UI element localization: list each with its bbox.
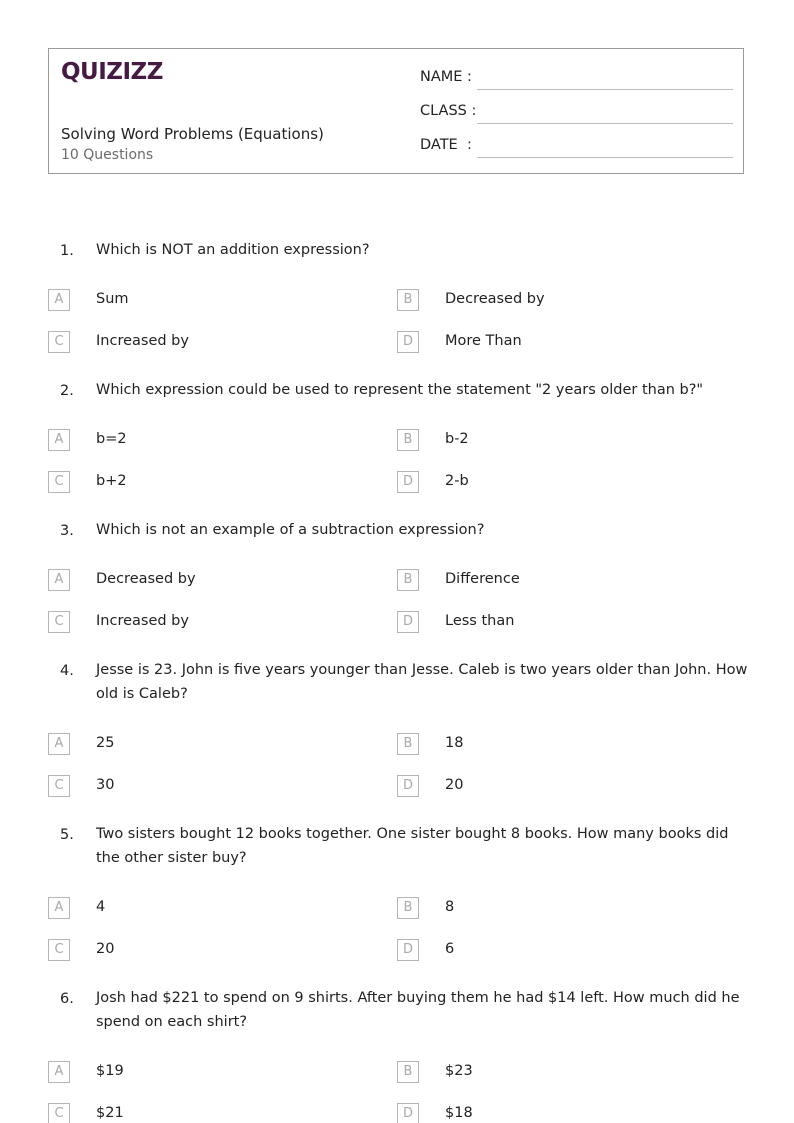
option-letter-box[interactable]: D	[397, 1103, 419, 1123]
question-text: Which is NOT an addition expression?	[96, 242, 370, 258]
question-text: Which expression could be used to represent the statement "2 years older than b?"	[96, 382, 704, 398]
worksheet-header	[48, 48, 744, 174]
question-2	[48, 383, 748, 503]
option-letter-box[interactable]: C	[48, 1103, 70, 1123]
option-letter-box[interactable]: D	[397, 775, 419, 797]
question-number: 4.	[60, 663, 74, 679]
class-label: CLASS :	[420, 103, 477, 119]
question-number: 3.	[60, 523, 74, 539]
option-text: Decreased by	[445, 291, 545, 307]
option-letter-box[interactable]: D	[397, 471, 419, 493]
option-text: 20	[96, 941, 115, 957]
option-letter-box[interactable]: A	[48, 289, 70, 311]
option-letter-box[interactable]: A	[48, 897, 70, 919]
option-letter-box[interactable]: B	[397, 429, 419, 451]
option-letter-box[interactable]: A	[48, 429, 70, 451]
option-letter-box[interactable]: C	[48, 331, 70, 353]
option-letter-box[interactable]: D	[397, 611, 419, 633]
question-count: 10 Questions	[61, 147, 154, 163]
option-letter-box[interactable]: C	[48, 471, 70, 493]
question-text: Jesse is 23. John is five years younger than Jesse. Caleb is two years older than John. How old is Caleb?	[96, 662, 748, 702]
option-text: 18	[445, 735, 464, 751]
option-letter-box[interactable]: B	[397, 289, 419, 311]
class-field[interactable]	[420, 103, 733, 125]
option-text: 25	[96, 735, 115, 751]
date-line	[477, 157, 733, 158]
option-text: b-2	[445, 431, 469, 447]
option-letter-box[interactable]: B	[397, 569, 419, 591]
option-text: More Than	[445, 333, 522, 349]
option-text: $23	[445, 1063, 473, 1079]
option-letter-box[interactable]: D	[397, 939, 419, 961]
quizizz-logo: QUIZIZZ	[61, 59, 163, 85]
option-text: $19	[96, 1063, 124, 1079]
question-number: 1.	[60, 243, 74, 259]
option-text: Sum	[96, 291, 129, 307]
option-text: 2-b	[445, 473, 469, 489]
option-letter-box[interactable]: C	[48, 611, 70, 633]
option-letter-box[interactable]: B	[397, 897, 419, 919]
option-letter-box[interactable]: C	[48, 939, 70, 961]
option-letter-box[interactable]: B	[397, 1061, 419, 1083]
option-letter-box[interactable]: A	[48, 733, 70, 755]
question-number: 5.	[60, 827, 74, 843]
option-text: Increased by	[96, 613, 189, 629]
option-letter-box[interactable]: A	[48, 1061, 70, 1083]
option-text: 20	[445, 777, 464, 793]
question-4	[48, 663, 748, 807]
question-1	[48, 243, 748, 363]
option-letter-box[interactable]: B	[397, 733, 419, 755]
date-field[interactable]	[420, 137, 733, 159]
worksheet-title: Solving Word Problems (Equations)	[61, 125, 324, 143]
option-text: $21	[96, 1105, 124, 1121]
question-text: Josh had $221 to spend on 9 shirts. After buying them he had $14 left. How much did he spend on each shirt?	[96, 991, 740, 1030]
option-text: Increased by	[96, 333, 189, 349]
question-text: Two sisters bought 12 books together. One sister bought 8 books. How many books did the other sister buy?	[96, 826, 729, 866]
option-letter-box[interactable]: D	[397, 331, 419, 353]
question-number: 2.	[60, 383, 74, 399]
option-letter-box[interactable]: A	[48, 569, 70, 591]
option-text: b=2	[96, 431, 127, 447]
option-text: 30	[96, 777, 115, 793]
option-text: 8	[445, 899, 455, 915]
name-field[interactable]	[420, 69, 733, 91]
option-text: 4	[96, 899, 106, 915]
question-text: Which is not an example of a subtraction expression?	[96, 522, 485, 538]
question-6	[48, 991, 748, 1123]
class-line	[477, 123, 733, 124]
option-text: Difference	[445, 571, 520, 587]
option-text: b+2	[96, 473, 127, 489]
name-line	[477, 89, 733, 90]
question-3	[48, 523, 748, 643]
name-label: NAME :	[420, 69, 472, 85]
date-label: DATE :	[420, 137, 472, 153]
question-5	[48, 827, 748, 971]
option-text: Decreased by	[96, 571, 196, 587]
option-text: $18	[445, 1105, 473, 1121]
option-text: Less than	[445, 613, 515, 629]
question-number: 6.	[60, 991, 74, 1007]
option-letter-box[interactable]: C	[48, 775, 70, 797]
option-text: 6	[445, 941, 455, 957]
